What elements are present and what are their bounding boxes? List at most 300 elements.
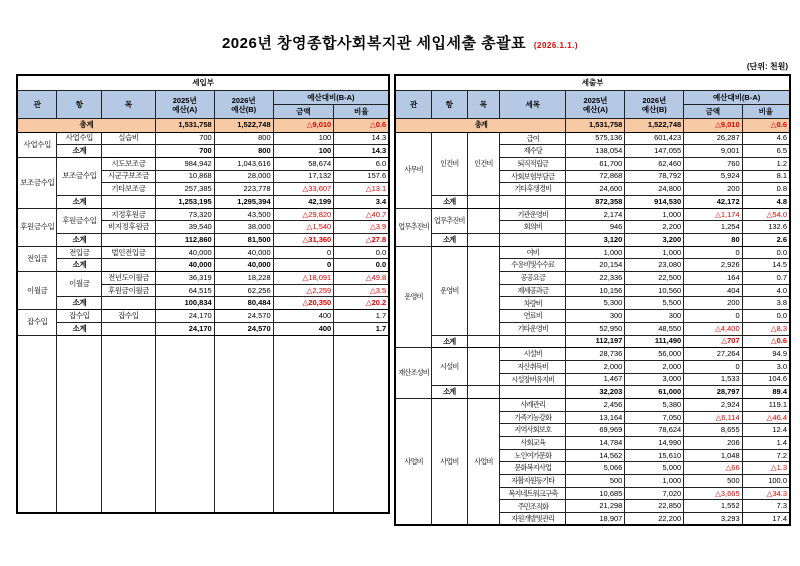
subtotal-diff-ratio-cell: 2.6 (742, 234, 790, 247)
budget-2026-cell: 3,000 (625, 373, 684, 386)
diff-ratio-cell: △34.3 (742, 487, 790, 500)
diff-amount-cell: △6,114 (684, 411, 742, 424)
total-budget-2025-cell: 1,531,758 (566, 119, 625, 133)
budget-2025-cell: 700 (155, 132, 214, 145)
subtotal-budget-2026-cell: 40,000 (214, 259, 273, 272)
budget-2026-line1: 2026년 (642, 95, 667, 105)
semok-cell: 연료비 (500, 310, 566, 323)
budget-2026-cell: 22,850 (625, 500, 684, 513)
semok-cell: 공공요금 (500, 272, 566, 285)
diff-ratio-cell: 0.8 (742, 183, 790, 196)
semok-cell: 급여 (500, 132, 566, 145)
budget-2026-cell: 78,624 (625, 424, 684, 437)
semok-cell: 제수당 (500, 145, 566, 158)
subtotal-label: 소계 (57, 259, 102, 272)
page-title-date: (2026.1.1.) (533, 41, 579, 50)
empty-cell (467, 234, 500, 247)
gwan-cell: 잡수입 (17, 310, 57, 335)
subtotal-diff-ratio-cell: △27.8 (334, 234, 389, 247)
budget-2025-line2: 예산(A) (172, 104, 198, 114)
subtotal-diff-amount-cell: 0 (273, 259, 334, 272)
subtotal-row (17, 145, 389, 158)
budget-2025-cell: 39,540 (155, 221, 214, 234)
diff-ratio-cell: 0.0 (334, 246, 389, 259)
subtotal-label: 소계 (57, 145, 102, 158)
diff-amount-cell: 200 (684, 183, 742, 196)
hang-cell: 잡수입 (57, 310, 102, 323)
empty-cell (57, 335, 102, 513)
diff-ratio-cell: △40.7 (334, 208, 389, 221)
semok-cell: 기관운영비 (500, 208, 566, 221)
budget-2025-cell: 61,700 (566, 157, 625, 170)
diff-amount-cell: 3,293 (684, 513, 742, 526)
diff-amount-cell: 27,264 (684, 348, 742, 361)
subtotal-row (17, 297, 389, 310)
subtotal-row (17, 195, 389, 208)
empty-cell (102, 335, 156, 513)
diff-ratio-cell: 3.0 (742, 360, 790, 373)
semok-cell: 차량비 (500, 297, 566, 310)
mok-cell: 기타보조금 (102, 183, 156, 196)
diff-ratio-cell: 0.0 (742, 246, 790, 259)
budget-2025-cell: 138,054 (566, 145, 625, 158)
diff-ratio-cell: △13.1 (334, 183, 389, 196)
gwan-cell: 전입금 (17, 246, 57, 271)
total-budget-2026-cell: 1,522,748 (214, 119, 273, 133)
col-header-ratio: 비율 (742, 105, 790, 119)
budget-2025-cell: 36,319 (155, 272, 214, 285)
subtotal-diff-ratio-cell: △0.6 (742, 335, 790, 348)
hang-cell: 사업비 (431, 398, 467, 525)
gwan-cell: 재산조성비 (395, 348, 431, 399)
empty-cell (102, 259, 156, 272)
diff-amount-cell: 200 (684, 297, 742, 310)
diff-amount-cell: 100 (273, 132, 334, 145)
diff-ratio-cell: 8.1 (742, 170, 790, 183)
empty-cell (500, 335, 566, 348)
budget-2025-cell: 21,298 (566, 500, 625, 513)
budget-2025-cell: 10,685 (566, 487, 625, 500)
subtotal-diff-ratio-cell: △20.2 (334, 297, 389, 310)
subtotal-budget-2026-cell: 80,484 (214, 297, 273, 310)
diff-ratio-cell: 12.4 (742, 424, 790, 437)
subtotal-label: 소계 (57, 234, 102, 247)
diff-amount-cell: △2,259 (273, 284, 334, 297)
diff-amount-cell: △1,540 (273, 221, 334, 234)
mok-cell: 전년도이월금 (102, 272, 156, 285)
subtotal-row (17, 234, 389, 247)
diff-amount-cell: 0 (273, 246, 334, 259)
budget-2026-cell: 2,000 (625, 360, 684, 373)
diff-amount-cell: 0 (684, 310, 742, 323)
diff-ratio-cell: 7.2 (742, 449, 790, 462)
budget-2025-cell: 1,000 (566, 246, 625, 259)
budget-2025-cell: 14,784 (566, 437, 625, 450)
budget-2026-cell: 56,000 (625, 348, 684, 361)
diff-amount-cell: 400 (273, 310, 334, 323)
budget-2026-cell: 62,460 (625, 157, 684, 170)
semok-cell: 가족기능강화 (500, 411, 566, 424)
item-row (17, 246, 389, 259)
tables-row (0, 74, 800, 526)
mok-cell: 사업비 (467, 398, 500, 525)
semok-cell: 자활지원등기타 (500, 475, 566, 488)
subtotal-row (17, 322, 389, 335)
diff-amount-cell: 26,287 (684, 132, 742, 145)
semok-cell: 사례관리 (500, 398, 566, 411)
total-label: 총계 (17, 119, 155, 133)
total-diff-ratio-cell: △0.6 (742, 119, 790, 133)
diff-amount-cell: 1,254 (684, 221, 742, 234)
budget-2025-cell: 64,515 (155, 284, 214, 297)
subtotal-budget-2026-cell: 24,570 (214, 322, 273, 335)
budget-2026-cell: 800 (214, 132, 273, 145)
budget-2026-cell: 1,000 (625, 475, 684, 488)
budget-2026-cell: 78,792 (625, 170, 684, 183)
budget-2025-cell: 22,336 (566, 272, 625, 285)
col-header-gwan: 관 (17, 91, 57, 119)
hang-cell: 운영비 (431, 246, 467, 335)
total-diff-amount-cell: △9,010 (273, 119, 334, 133)
diff-ratio-cell: △3.9 (334, 221, 389, 234)
col-header-budget-2025 (566, 91, 625, 119)
subtotal-row (395, 386, 790, 399)
budget-2025-cell: 13,164 (566, 411, 625, 424)
semok-cell: 자산취득비 (500, 360, 566, 373)
budget-2026-cell: 5,500 (625, 297, 684, 310)
budget-2025-cell: 5,066 (566, 462, 625, 475)
diff-ratio-cell: 4.0 (742, 284, 790, 297)
semok-cell: 수용비및수수료 (500, 259, 566, 272)
budget-2025-cell: 28,736 (566, 348, 625, 361)
empty-cell (214, 335, 273, 513)
revenue-table-title: 세입부 (17, 75, 389, 91)
item-row (17, 157, 389, 170)
col-header-budget-2026 (625, 91, 684, 119)
diff-amount-cell: 404 (684, 284, 742, 297)
budget-2025-cell: 2,174 (566, 208, 625, 221)
total-diff-ratio-cell: △0.6 (334, 119, 389, 133)
subtotal-diff-ratio-cell: 0.0 (334, 259, 389, 272)
budget-2026-cell: 10,560 (625, 284, 684, 297)
gwan-cell: 사업수입 (17, 132, 57, 157)
item-row (17, 208, 389, 221)
mok-cell: 시군구보조금 (102, 170, 156, 183)
budget-2026-line2: 예산(B) (641, 104, 667, 114)
gwan-cell: 보조금수입 (17, 157, 57, 208)
diff-ratio-cell: 14.3 (334, 132, 389, 145)
semok-cell: 여비 (500, 246, 566, 259)
empty-cell (467, 335, 500, 348)
diff-ratio-cell: 0.0 (742, 310, 790, 323)
budget-2026-cell: 5,000 (625, 462, 684, 475)
empty-cell (102, 234, 156, 247)
empty-cell (500, 195, 566, 208)
subtotal-label: 소계 (431, 234, 467, 247)
total-label: 총계 (395, 119, 566, 133)
budget-2025-cell: 257,385 (155, 183, 214, 196)
budget-2025-cell: 500 (566, 475, 625, 488)
semok-cell: 기타운영비 (500, 322, 566, 335)
budget-2025-cell: 10,156 (566, 284, 625, 297)
filler-row (17, 335, 389, 513)
empty-cell (102, 145, 156, 158)
item-row (395, 246, 790, 259)
diff-amount-cell: 500 (684, 475, 742, 488)
diff-amount-cell: 2,924 (684, 398, 742, 411)
subtotal-label: 소계 (57, 322, 102, 335)
subtotal-budget-2025-cell: 700 (155, 145, 214, 158)
item-row (17, 272, 389, 285)
budget-2026-cell: 23,080 (625, 259, 684, 272)
expense-table (394, 74, 791, 526)
hang-cell: 후원금수입 (57, 208, 102, 233)
diff-amount-cell: 9,001 (684, 145, 742, 158)
diff-ratio-cell: 1.7 (334, 310, 389, 323)
budget-2025-cell: 984,942 (155, 157, 214, 170)
diff-ratio-cell: 3.8 (742, 297, 790, 310)
budget-2026-cell: 1,043,616 (214, 157, 273, 170)
diff-ratio-cell: △49.8 (334, 272, 389, 285)
semok-cell: 기타후생경비 (500, 183, 566, 196)
empty-cell (467, 195, 500, 208)
subtotal-diff-ratio-cell: 4.8 (742, 195, 790, 208)
budget-2025-cell: 24,600 (566, 183, 625, 196)
budget-2025-cell: 946 (566, 221, 625, 234)
diff-amount-cell: △33,607 (273, 183, 334, 196)
budget-2025-cell: 10,868 (155, 170, 214, 183)
col-header-mok: 목 (467, 91, 500, 119)
semok-cell: 복지네트워크구축 (500, 487, 566, 500)
subtotal-budget-2025-cell: 100,834 (155, 297, 214, 310)
budget-2026-cell: 601,423 (625, 132, 684, 145)
mok-cell: 잡수입 (102, 310, 156, 323)
diff-amount-cell: 1,552 (684, 500, 742, 513)
mok-cell (467, 348, 500, 386)
col-header-vs: 예산대비(B-A) (273, 91, 389, 105)
budget-2026-cell: 22,200 (625, 513, 684, 526)
subtotal-budget-2026-cell: 61,000 (625, 386, 684, 399)
diff-ratio-cell: 1.4 (742, 437, 790, 450)
budget-2026-cell: 223,778 (214, 183, 273, 196)
diff-amount-cell: 164 (684, 272, 742, 285)
diff-ratio-cell: 7.3 (742, 500, 790, 513)
budget-2026-cell: 300 (625, 310, 684, 323)
budget-2026-cell: 1,000 (625, 208, 684, 221)
budget-2025-cell: 2,000 (566, 360, 625, 373)
subtotal-row (395, 195, 790, 208)
budget-2025-line1: 2025년 (583, 95, 608, 105)
subtotal-budget-2025-cell: 872,358 (566, 195, 625, 208)
item-row (395, 208, 790, 221)
subtotal-row (395, 335, 790, 348)
empty-cell (155, 335, 214, 513)
semok-cell: 회의비 (500, 221, 566, 234)
budget-2026-line2: 예산(B) (231, 104, 257, 114)
budget-2025-cell: 2,456 (566, 398, 625, 411)
subtotal-diff-amount-cell: △31,360 (273, 234, 334, 247)
diff-ratio-cell: △3.5 (334, 284, 389, 297)
diff-ratio-cell: 6.5 (742, 145, 790, 158)
subtotal-diff-amount-cell: △707 (684, 335, 742, 348)
subtotal-diff-amount-cell: △20,350 (273, 297, 334, 310)
col-header-budget-2025 (155, 91, 214, 119)
mok-cell: 인건비 (467, 132, 500, 195)
revenue-table-head (17, 75, 389, 119)
budget-2026-cell: 62,256 (214, 284, 273, 297)
gwan-cell: 이월금 (17, 272, 57, 310)
semok-cell: 노인여가문화 (500, 449, 566, 462)
col-header-ratio: 비율 (334, 105, 389, 119)
semok-cell: 지역사회보호 (500, 424, 566, 437)
subtotal-label: 소계 (57, 297, 102, 310)
semok-cell: 문화복지사업 (500, 462, 566, 475)
empty-cell (17, 335, 57, 513)
semok-cell: 제세공과금 (500, 284, 566, 297)
subtotal-diff-amount-cell: 80 (684, 234, 742, 247)
subtotal-budget-2026-cell: 3,200 (625, 234, 684, 247)
subtotal-budget-2026-cell: 1,295,394 (214, 195, 273, 208)
diff-amount-cell: 17,132 (273, 170, 334, 183)
diff-amount-cell: △66 (684, 462, 742, 475)
empty-cell (102, 195, 156, 208)
budget-2025-cell: 24,170 (155, 310, 214, 323)
total-budget-2026-cell: 1,522,748 (625, 119, 684, 133)
budget-2025-line2: 예산(A) (582, 104, 608, 114)
item-row (395, 348, 790, 361)
budget-2025-cell: 1,467 (566, 373, 625, 386)
subtotal-row (395, 234, 790, 247)
diff-ratio-cell: 1.2 (742, 157, 790, 170)
budget-2025-cell: 20,154 (566, 259, 625, 272)
subtotal-row (17, 259, 389, 272)
semok-cell: 시설장비유지비 (500, 373, 566, 386)
diff-amount-cell: △4,400 (684, 322, 742, 335)
semok-cell: 사회보험부담금 (500, 170, 566, 183)
budget-2026-cell: 1,000 (625, 246, 684, 259)
empty-cell (102, 322, 156, 335)
semok-cell: 퇴직적립금 (500, 157, 566, 170)
diff-ratio-cell: △46.4 (742, 411, 790, 424)
gwan-cell: 운영비 (395, 246, 431, 348)
diff-amount-cell: △3,665 (684, 487, 742, 500)
subtotal-label: 소계 (431, 386, 467, 399)
unit-note: (단위: 천원) (746, 62, 788, 71)
diff-ratio-cell: 119.1 (742, 398, 790, 411)
budget-2025-cell: 14,562 (566, 449, 625, 462)
revenue-table-body (17, 119, 389, 514)
budget-2026-cell: 28,000 (214, 170, 273, 183)
diff-ratio-cell: 0.7 (742, 272, 790, 285)
col-header-amount: 금액 (684, 105, 742, 119)
subtotal-budget-2026-cell: 914,530 (625, 195, 684, 208)
budget-2026-cell: 40,000 (214, 246, 273, 259)
diff-amount-cell: 206 (684, 437, 742, 450)
expense-table-body (395, 119, 790, 526)
subtotal-budget-2026-cell: 111,490 (625, 335, 684, 348)
subtotal-label: 소계 (431, 335, 467, 348)
mok-cell: 실습비 (102, 132, 156, 145)
diff-amount-cell: 1,533 (684, 373, 742, 386)
budget-2025-cell: 18,907 (566, 513, 625, 526)
budget-2026-cell: 48,550 (625, 322, 684, 335)
subtotal-budget-2025-cell: 3,120 (566, 234, 625, 247)
mok-cell (467, 208, 500, 233)
total-budget-2025-cell: 1,531,758 (155, 119, 214, 133)
subtotal-diff-ratio-cell: 89.4 (742, 386, 790, 399)
diff-amount-cell: 8,655 (684, 424, 742, 437)
mok-cell: 후원금이월금 (102, 284, 156, 297)
empty-cell (273, 335, 334, 513)
subtotal-diff-amount-cell: 42,172 (684, 195, 742, 208)
budget-2026-cell: 43,500 (214, 208, 273, 221)
budget-2026-cell: 22,500 (625, 272, 684, 285)
budget-2026-cell: 147,055 (625, 145, 684, 158)
subtotal-budget-2025-cell: 40,000 (155, 259, 214, 272)
hang-cell: 보조금수입 (57, 157, 102, 195)
expense-table-head (395, 75, 790, 119)
budget-2026-cell: 14,990 (625, 437, 684, 450)
col-header-vs: 예산대비(B-A) (684, 91, 790, 105)
diff-amount-cell: 1,048 (684, 449, 742, 462)
col-header-hang: 항 (431, 91, 467, 119)
hang-cell: 이월금 (57, 272, 102, 297)
semok-cell: 시설비 (500, 348, 566, 361)
budget-2026-cell: 7,020 (625, 487, 684, 500)
subtotal-budget-2025-cell: 112,860 (155, 234, 214, 247)
total-row (17, 119, 389, 133)
diff-amount-cell: △29,820 (273, 208, 334, 221)
col-header-gwan: 관 (395, 91, 431, 119)
diff-ratio-cell: 17.4 (742, 513, 790, 526)
diff-amount-cell: 5,924 (684, 170, 742, 183)
mok-cell: 비지정후원금 (102, 221, 156, 234)
mok-cell: 지정후원금 (102, 208, 156, 221)
budget-2025-cell: 73,320 (155, 208, 214, 221)
col-header-mok: 목 (102, 91, 156, 119)
budget-2026-cell: 7,050 (625, 411, 684, 424)
subtotal-budget-2025-cell: 1,253,195 (155, 195, 214, 208)
col-header-semok: 세목 (500, 91, 566, 119)
subtotal-diff-amount-cell: 400 (273, 322, 334, 335)
subtotal-budget-2026-cell: 800 (214, 145, 273, 158)
budget-2026-cell: 15,610 (625, 449, 684, 462)
budget-2026-cell: 38,000 (214, 221, 273, 234)
empty-cell (334, 335, 389, 513)
item-row (17, 132, 389, 145)
empty-cell (467, 386, 500, 399)
semok-cell: 자원개발및관리 (500, 513, 566, 526)
budget-2025-cell: 72,868 (566, 170, 625, 183)
subtotal-diff-ratio-cell: 1.7 (334, 322, 389, 335)
mok-cell (467, 246, 500, 335)
col-header-hang: 항 (57, 91, 102, 119)
total-diff-amount-cell: △9,010 (684, 119, 742, 133)
diff-amount-cell: 58,674 (273, 157, 334, 170)
subtotal-label: 소계 (57, 195, 102, 208)
revenue-table (16, 74, 390, 514)
page-title-text: 2026년 창영종합사회복지관 세입세출 총괄표 (221, 35, 527, 52)
subtotal-diff-amount-cell: 100 (273, 145, 334, 158)
budget-2026-cell: 18,228 (214, 272, 273, 285)
budget-2026-cell: 5,380 (625, 398, 684, 411)
diff-ratio-cell: 14.5 (742, 259, 790, 272)
gwan-cell: 사무비 (395, 132, 431, 208)
subtotal-budget-2025-cell: 24,170 (155, 322, 214, 335)
budget-2025-cell: 40,000 (155, 246, 214, 259)
gwan-cell: 사업비 (395, 398, 431, 525)
subtotal-budget-2025-cell: 112,197 (566, 335, 625, 348)
